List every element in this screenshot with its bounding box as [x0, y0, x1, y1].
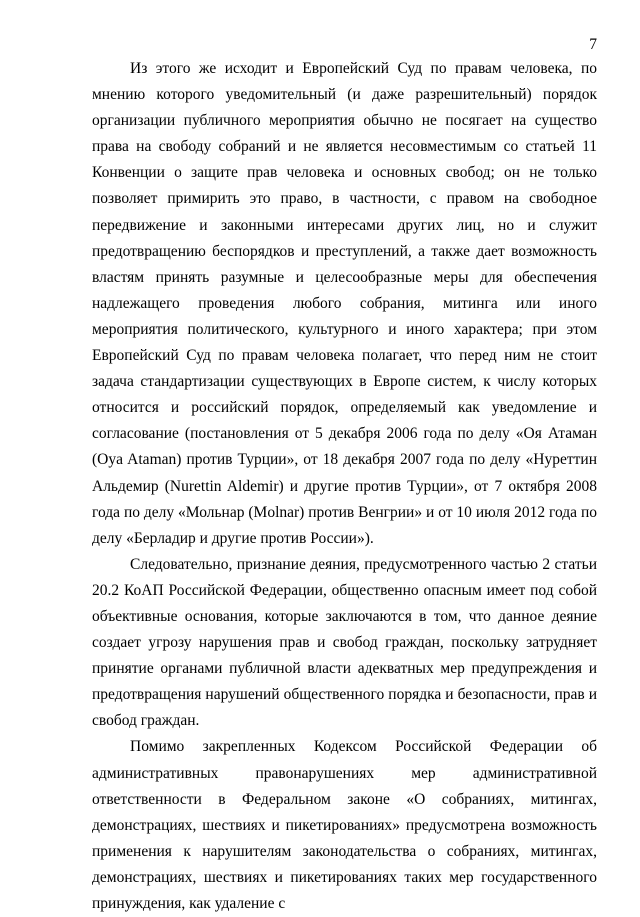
paragraph-public-danger: Следовательно, признание деяния, предусмотренного частью 2 статьи 20.2 КоАП Российской Федерации, общественно опасным имеет под собой объективные основания, которые заключаются в том, что данное деяние создает угрозу нарушения прав и свобод граждан, поскольку затрудняет принятие органами публичной власти адекватных мер предупреждения и предотвращения нарушений общественного порядка и безопасности, прав и свобод граждан. — [92, 555, 597, 730]
document-body — [92, 56, 597, 917]
paragraph-echr-position: Из этого же исходит и Европейский Суд по правам человека, по мнению которого уведомительный (и даже разрешительный) порядок организации публичного мероприятия обычно не посягает на существо права на свободу собраний и не является несовместимым со статьей 11 Конвенции о защите прав человека и основных свобод; он не только позволяет примирить это право, в частности, с правом на свободное передвижение и законными интересами других лиц, но и служит предотвращению беспорядков и преступлений, а также дает возможность властям принять разумные и целесообразные меры для обеспечения надлежащего проведения любого собрания, митинга или иного мероприятия политического, культурного и иного характера; при этом Европейский Суд по правам человека полагает, что перед ним не стоит задача стандартизации существующих в Европе систем, к числу которых относится и российский порядок, определяемый как уведомление и согласование (постановления от 5 декабря 2006 года по делу «Оя Атаман (Oya Ataman) против Турции», от 18 декабря 2007 года по делу «Нуреттин Альдемир (Nurettin Aldemir) и другие против Турции», от 7 октября 2008 года по делу «Мольнар (Molnar) против Венгрии» и от 10 июля 2012 года по делу «Берладир и другие против России»). — [92, 60, 597, 547]
page-number: 7 — [589, 36, 597, 53]
paragraph-enforcement-measures: Помимо закрепленных Кодексом Российской Федерации об административных правонарушениях мер административной ответственности в Федеральном законе «О собраниях, митингах, демонстрациях, шествиях и пикетированиях» предусмотрена возможность применения к нарушителям законодательства о собраниях, митингах, демонстрациях, шествиях и пикетированиях таких мер государственного принуждения, как удаление с — [92, 738, 597, 912]
